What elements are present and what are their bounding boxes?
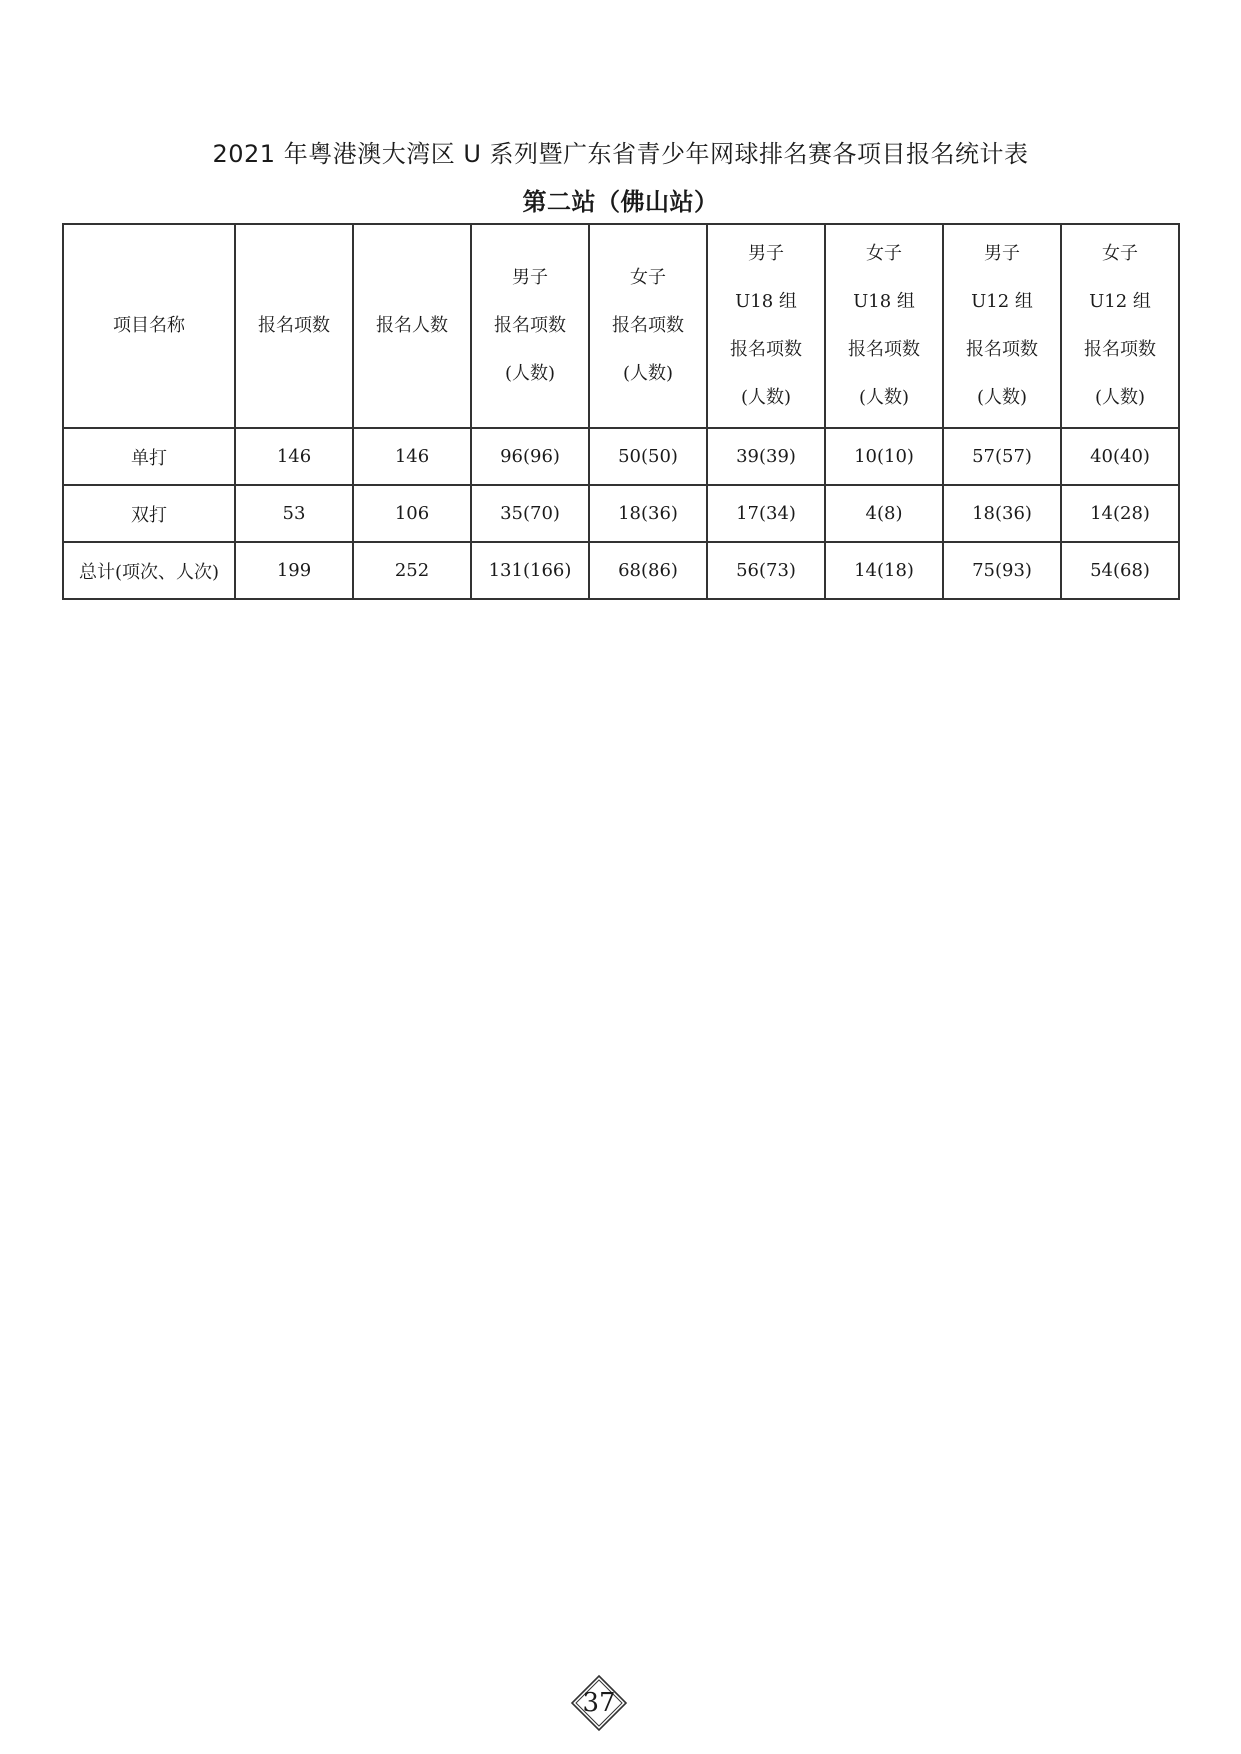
table-cell: 50(50): [589, 428, 707, 485]
table-cell: 106: [353, 485, 471, 542]
table-cell: 56(73): [707, 542, 825, 599]
table-row-doubles: [63, 485, 1179, 542]
table-cell: 57(57): [943, 428, 1061, 485]
page-number: 37: [582, 1688, 616, 1718]
table-cell: 14(18): [825, 542, 943, 599]
table-cell: 39(39): [707, 428, 825, 485]
header-cell: 男子 U12 组 报名项数 (人数): [943, 224, 1061, 428]
table-cell: 146: [235, 428, 353, 485]
header-cell: 报名人数: [353, 224, 471, 428]
table-row-total: [63, 542, 1179, 599]
document-subtitle: 第二站（佛山站）: [522, 188, 719, 216]
table-cell: 40(40): [1061, 428, 1179, 485]
row-label: 双打: [63, 485, 235, 542]
table-cell: 18(36): [943, 485, 1061, 542]
table-cell: 75(93): [943, 542, 1061, 599]
table-cell: 53: [235, 485, 353, 542]
header-cell: 女子 U12 组 报名项数 (人数): [1061, 224, 1179, 428]
row-label: 总计(项次、人次): [63, 542, 235, 599]
table-cell: 4(8): [825, 485, 943, 542]
table-cell: 96(96): [471, 428, 589, 485]
header-cell: 男子 报名项数 (人数): [471, 224, 589, 428]
table-cell: 68(86): [589, 542, 707, 599]
row-label: 单打: [63, 428, 235, 485]
header-cell: 项目名称: [63, 224, 235, 428]
header-cell: 女子 U18 组 报名项数 (人数): [825, 224, 943, 428]
table-cell: 54(68): [1061, 542, 1179, 599]
page-number-badge: [570, 1674, 628, 1732]
table-cell: 35(70): [471, 485, 589, 542]
header-cell: 报名项数: [235, 224, 353, 428]
table-cell: 14(28): [1061, 485, 1179, 542]
header-cell: 男子 U18 组 报名项数 (人数): [707, 224, 825, 428]
table-cell: 252: [353, 542, 471, 599]
registration-stats-table: [62, 223, 1180, 600]
table-cell: 146: [353, 428, 471, 485]
header-cell: 女子 报名项数 (人数): [589, 224, 707, 428]
document-title: 2021 年粤港澳大湾区 U 系列暨广东省青少年网球排名赛各项目报名统计表: [212, 140, 1029, 168]
table-cell: 199: [235, 542, 353, 599]
table-cell: 18(36): [589, 485, 707, 542]
table-row-singles: [63, 428, 1179, 485]
table-cell: 17(34): [707, 485, 825, 542]
table-cell: 131(166): [471, 542, 589, 599]
table-header-row: [63, 224, 1179, 428]
table-cell: 10(10): [825, 428, 943, 485]
